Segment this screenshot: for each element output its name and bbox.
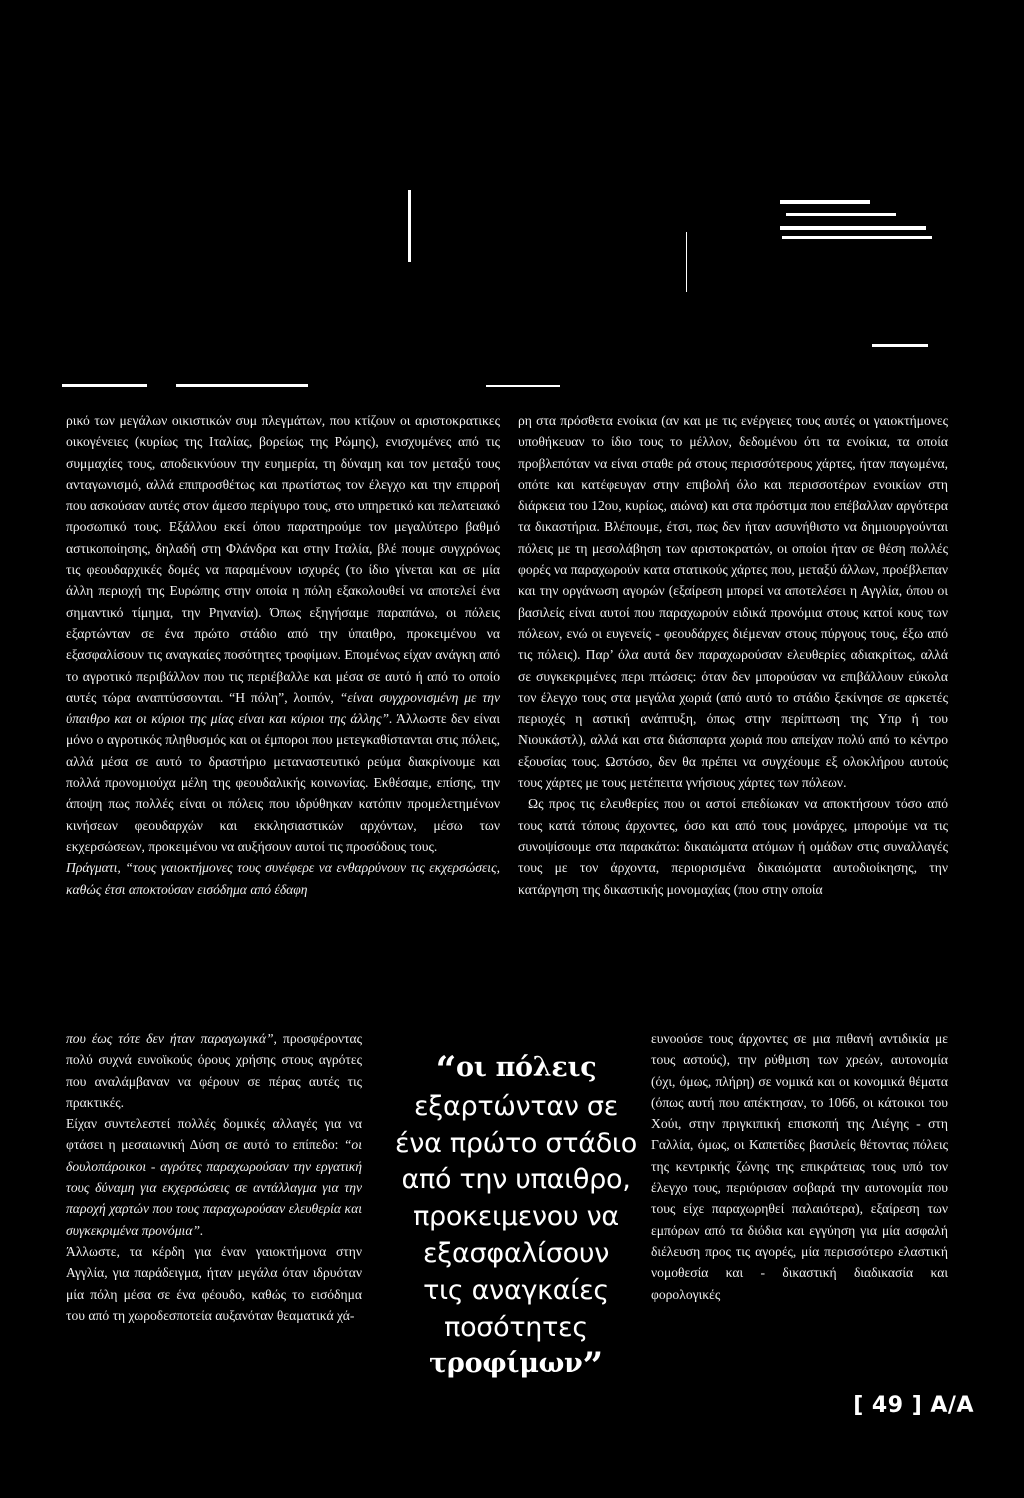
pull-quote-line: εξασφαλίσουν [422,1237,610,1269]
left-narrow-column [66,1028,362,1326]
top-right-bar-2 [786,213,896,216]
left-narrow-quote-2: “οι δουλοπάροικοι - αγρότες παραχωρούσαν την εργατική τους δύναμη για εκχερσώσεις σε αντάλλαγμα για την παροχή χαρτών που τους παραχωρούσαν ελευθερία και συγκεκριμένα προνόμια”. [66,1137,362,1238]
page-number-label: [ 49 ] Α/Α [853,1393,974,1418]
right-short-rule [872,344,928,347]
left-para-3: Πράγματι, “τους γαιοκτήμονες τους συνέφερε να ενθαρρύνουν τις εκχερσώσεις, καθώς έτσι αποκτούσαν εισόδημα από έδαφη [66,860,500,897]
right-column-text [518,410,948,900]
top-right-bar-3 [780,226,926,230]
pull-quote-line: εξαρτώνταν σε [413,1090,619,1122]
header-rule-1 [62,384,147,387]
top-right-thin-line [686,232,687,292]
pull-quote-line: ποσότητες [444,1311,588,1343]
left-narrow-quote-1: που έως τότε δεν ήταν παραγωγικά”, [66,1031,277,1046]
header-rule-2 [176,384,308,387]
right-narrow-column [651,1028,948,1305]
top-vertical-bar [408,190,411,262]
left-column-text [66,410,500,900]
left-para-2: Άλλωστε δεν είναι μόνο ο αγροτικός πληθυσμός και οι έμποροι που μετεγκαθίστανται στις πόλεις, αλλά μέσα σε αυτό το δραστήριο μεταναστευτικό ρεύμα διακρίνουμε και πολλά προνομιούχα μέλη της φεουδαλικής κοινωνίας. Εκθέσαμε, επίσης, την άποψη πως πολλές είναι οι πόλεις που ιδρύθηκαν κατόπιν προμελετημένων κινήσεων φεουδαρχών και εκκλησιαστικών αρχόντων, μέσω των εκχερσώσεων, προκειμένου να αυξήσουν αυτοί τις προσόδους τους. [66,711,500,854]
pull-quote-line: ένα πρώτο στάδιο [395,1127,637,1159]
top-right-bar-4 [782,236,932,239]
right-narrow-para: ευνοούσε τους άρχοντες σε μια πιθανή αντιδικία με τους αστούς), την ρύθμιση των χρεών, αυτονομία (όχι, όμως, πλήρη) σε νομικά και οι κονομικά θέματα (όπως αυτή που απέκτησαν, το 1066, οι κάτοικοι του Χούι, στην πριγκιπική επισκοπή της Λιέγης - στη Γαλλία, όμως, οι Καπετίδες βασιλείς θέτοντας πόλεις της κεντρικής ζώνης της επικράτειας τους υπό τον έλεγχο τους, περιόρισαν σοβαρά την αυτονομία που τους είχε παραχωρηθεί παλαιότερα), εξαίρεση των εμπόρων από τα διόδια και εγγύηση για μία ασφαλή διέλευση προς τις αγορές, μία περισσότερο ελαστική νομοθεσία και - δικαστική διαδικασία και φορολογικές [651,1031,948,1302]
pull-quote-line: προκειμενου να [413,1201,619,1233]
pull-quote [384,1049,648,1388]
left-narrow-para-3: Άλλωστε, τα κέρδη για έναν γαιοκτήμονα στην Αγγλία, για παράδειγμα, ήταν μεγάλα όταν ιδρυόταν μία πόλη μέσα σε ένα φέουδο, καθώς το εισόδημα του από τη χωροδεσποτεία αυξανόταν θεαματικά χά- [66,1243,362,1323]
close-quote-mark: ” [582,1345,603,1388]
open-quote-mark: “ [435,1049,456,1091]
left-narrow-para-2: Είχαν συντελεστεί πολλές δομικές αλλαγές για να φτάσει η μεσαιωνική Δύση σε αυτό το επίπεδο: [66,1116,362,1153]
pull-quote-line: από την υπαιθρο, [401,1164,631,1196]
left-narrow-para-1: προσφέροντας πολύ συχνά ευνοϊκούς όρους χρήσης στους αγρότες που αναλάμβαναν να φέρουν σε πέρας αυτές τις πρακτικές. [66,1031,362,1110]
header-rule-3 [486,385,560,387]
top-right-bar-1 [780,200,870,204]
pull-quote-last-line: τροφίμων [429,1348,583,1380]
pull-quote-line: οι πόλεις [456,1052,597,1083]
pull-quote-line: τις αναγκαίες [423,1274,609,1306]
left-para-1: ρικό των μεγάλων οικιστικών συμ πλεγμάτων, που κτίζουν οι αριστοκρατικες οικογένειες (κυρίως της Ιταλίας, βορείως της Ρώμης), ενισχυμένες από τις συμμαχίες τους, αποδεικνύουν την ευημερία, τη δύναμη και τον μεταξύ τους ανταγωνισμό, αλλά επιπροσθέτως και πρωτίστως τον έλεγχο και την επιρροή που ασκούσαν αυτές στον άμεσο περίγυρο τους, στο υπηρετικό και πελατειακό προσωπικό τους. Εξάλλου εκεί όπου παρατηρούμε τον μεγαλύτερο βαθμό αστικοποίησης, δηλαδή στη Φλάνδρα και στην Ιταλία, βλέ πουμε συγχρόνως τις φεουδαρχικές δομές να παραμένουν ισχυρές (το ίδιο γίνεται και σε μία άλλη περιοχή της Ευρώπης στην οποία η πόλη εξακολουθεί να αποτελεί ένα σημαντικό τίμημα, την Ρηνανία). Όπως εξηγήσαμε παραπάνω, οι πόλεις εξαρτώνταν σε ένα πρώτο στάδιο από την ύπαιθρο, προκειμένου να εξασφαλίσουν τις αναγκαίες ποσότητες τροφίμων. Επομένως είχαν ανάγκη από το αγροτικό περιβάλλον που τις περιέβαλλε και μέσα σε αυτό ή από το οποίο αυτές τώρα αναπτύσσονται. “Η πόλη”, λοιπόν, [66,413,500,705]
right-para-1: ρη στα πρόσθετα ενοίκια (αν και με τις ενέργειες τους αυτές οι γαιοκτήμονες υποθήκευαν το ίδιο τους το μέλλον, δεδομένου ότι τα ενοίκια, τα οποία προβλεπόταν να είναι σταθε ρά στους περισσότερους χάρτες, ήταν παγωμένα, οπότε και κατέφευγαν στην επιβολή όλο και περισσοτέρων ενοικίων στη διάρκεια του 12ου, κυρίως, αιώνα) και στα πρόστιμα που επέβαλλαν αργότερα τα δικαστήρια. Βλέπουμε, έτσι, πως δεν ήταν ασυνήθιστο να δημιουργούνται πόλεις με τη μεσολάβηση των αριστοκρατών, οι οποίοι ήταν σε θέση πολλές φορές να παραχωρούν κατα στατικούς χάρτες που, μεταξύ άλλων, προέβλεπαν και την οργάνωση αγορών (εξαίρεση μπορεί να αποτελέσει η Αγγλία, όπου οι βασιλείς είναι αυτοί που παραχωρούν ειδικά προνόμια στους κατοί κους των πόλεων, ενώ οι ευγενείς - φεουδάρχες διέμεναν στους πύργους τους, έξω από τις πόλεις). Παρ’ όλα αυτά δεν παραχωρούσαν ελευθερίες αδιακρίτως, αλλά σε συγκεκριμένες περι πτώσεις: όταν δεν μπορούσαν να επιβάλλουν εύκολα τον έλεγχο τους στα μεγάλα χωριά (από αυτό το στάδιο ξεκίνησε σε αρκετές περιοχές η αστική ανάπτυξη, όπως στην περίπτωση της Υπρ ή του Νιουκάστλ), αλλά και στα διάσπαρτα χωριά που απείχαν πολύ από το κέντρο εξουσίας τους. Ωστόσο, δεν θα πρέπει να συγχέουμε εξ ολοκλήρου αυτούς τους χάρτες με τους μετέπειτα γνήσιους χάρτες των πόλεων. [518,413,948,791]
left-quote-1: “είναι συγχρονισμένη με την ύπαιθρο και οι κύριοι της μίας είναι και κύριοι της άλλης”. [66,689,500,727]
right-para-2: Ως προς τις ελευθερίες που οι αστοί επεδίωκαν να αποκτήσουν τόσο από τους κατά τόπους άρχοντες, όσο και από τους μονάρχες, μπορούμε να τις συνοψίσουμε στα παρακάτω: δικαιώματα ατόμων ή ομάδων στις συναλλαγές τους με τον άρχοντα, περιορισμένα δικαιώματα αυτοδιοίκησης, την κατάργηση της δικαστικής μονομαχίας (που στην οποία [518,796,948,897]
